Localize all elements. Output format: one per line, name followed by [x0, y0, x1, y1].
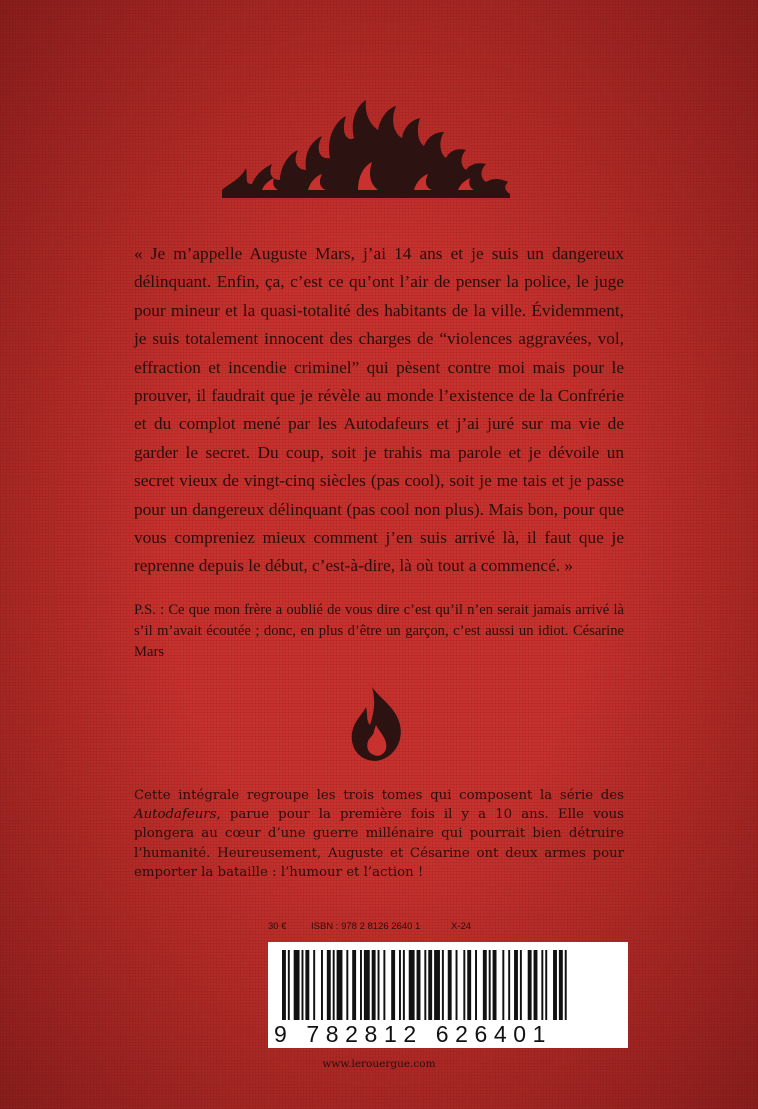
- price: 30 €: [268, 921, 287, 932]
- barcode-bar: [448, 950, 452, 1020]
- barcode-bar: [391, 950, 395, 1020]
- barcode-bar: [333, 950, 335, 1020]
- barcode: [268, 942, 628, 1048]
- barcode-bar: [475, 950, 477, 1020]
- barcode-bar: [545, 950, 547, 1020]
- barcode-bar: [313, 950, 315, 1020]
- barcode-bar: [520, 950, 522, 1020]
- barcode-bar: [514, 950, 518, 1020]
- barcode-bar: [352, 950, 356, 1020]
- barcode-bar: [282, 950, 286, 1020]
- price-isbn-line: [268, 921, 623, 935]
- barcode-bar: [508, 950, 510, 1020]
- barcode-bar: [383, 950, 385, 1020]
- publisher-website: www.lerouergue.com: [322, 1058, 436, 1070]
- barcode-bar: [528, 950, 532, 1020]
- quote-paragraph: « Je m’appelle Auguste Mars, j’ai 14 ans et je suis un dangereux délinquant. Enfin, ça, c’est ce qu’ont l’air de penser la police, le juge pour mineur et la quasi-totalité des habitants de la ville. Évidemment, je suis totalement innocent des charges de “violences aggravées, vol, effraction et incendie criminel” qui pèsent contre moi mais pour le prouver, il faudrait que je révèle au monde l’existence de la Confrérie et du complot mené par les Autodafeurs et j’ai juré sur ma vie de garder le secret. Du coup, soit je trahis ma parole et je dévoile un secret vieux de vingt-cinq siècles (pas cool), soit je me tais et je passe pour un dangereux délinquant (pas cool non plus). Mais bon, pour que vous compreniez mieux comment j’en suis arrivé là, il faut que je reprenne depuis le début, c’est-à-dire, là où tout a commencé. »: [134, 244, 624, 576]
- barcode-bar: [288, 950, 290, 1020]
- barcode-bar: [364, 950, 370, 1020]
- barcode-bar: [442, 950, 444, 1020]
- barcode-bar: [305, 950, 309, 1020]
- barcode-bar: [434, 950, 440, 1020]
- barcode-digits: 9 782812 626401: [274, 1021, 553, 1047]
- barcode-bar: [294, 950, 300, 1020]
- edition-code: X-24: [451, 921, 472, 932]
- barcode-bar: [378, 950, 380, 1020]
- barcode-bar: [541, 950, 543, 1020]
- barcode-bar: [337, 950, 343, 1020]
- barcode-bar: [346, 950, 348, 1020]
- book-summary: [134, 786, 624, 882]
- flames-row-icon: [218, 98, 514, 202]
- barcode-bar: [409, 950, 415, 1020]
- barcode-bar: [559, 950, 563, 1020]
- barcode-bar: [327, 950, 331, 1020]
- postscript-text: P.S. : Ce que mon frère a oublié de vous dire c’est qu’il n’en serait jamais arrivé là s’il m’avait écoutée ; donc, en plus d’être un garçon, c’est aussi un idiot. Césarine Mars: [134, 602, 624, 660]
- barcode-bar: [493, 950, 497, 1020]
- summary-part1: Cette intégrale regroupe les trois tomes qui composent la série des: [134, 788, 624, 803]
- barcode-bar: [417, 950, 421, 1020]
- barcode-bar: [399, 950, 401, 1020]
- barcode-bar: [467, 950, 471, 1020]
- barcode-bar: [463, 950, 465, 1020]
- barcode-bar: [302, 950, 304, 1020]
- barcode-bar: [424, 950, 426, 1020]
- barcode-bar: [553, 950, 557, 1020]
- barcode-bar: [534, 950, 538, 1020]
- summary-paragraph: [134, 786, 624, 882]
- barcode-bar: [489, 950, 491, 1020]
- barcode-bar: [565, 950, 567, 1020]
- barcode-bar: [456, 950, 458, 1020]
- summary-part2: , parue pour la première fois il y a 10 ans. Elle vous plongera au cœur d’une guerre millénaire qui pourrait bien détruire l’humanité. Heureusement, Auguste et Césarine ont deux armes pour emporter la bataille : l’humour et l’action !: [134, 807, 624, 880]
- barcode-bar: [483, 950, 487, 1020]
- isbn: ISBN : 978 2 8126 2640 1: [311, 921, 421, 932]
- barcode-bar: [502, 950, 504, 1020]
- barcode-bar: [428, 950, 432, 1020]
- postscript: [134, 600, 624, 663]
- barcode-bar: [403, 950, 405, 1020]
- barcode-bar: [321, 950, 323, 1020]
- barcode-bar: [360, 950, 362, 1020]
- barcode-bar: [372, 950, 376, 1020]
- back-cover-quote: [134, 240, 624, 581]
- series-title: Autodafeurs: [134, 807, 217, 823]
- single-flame-icon: [344, 685, 410, 763]
